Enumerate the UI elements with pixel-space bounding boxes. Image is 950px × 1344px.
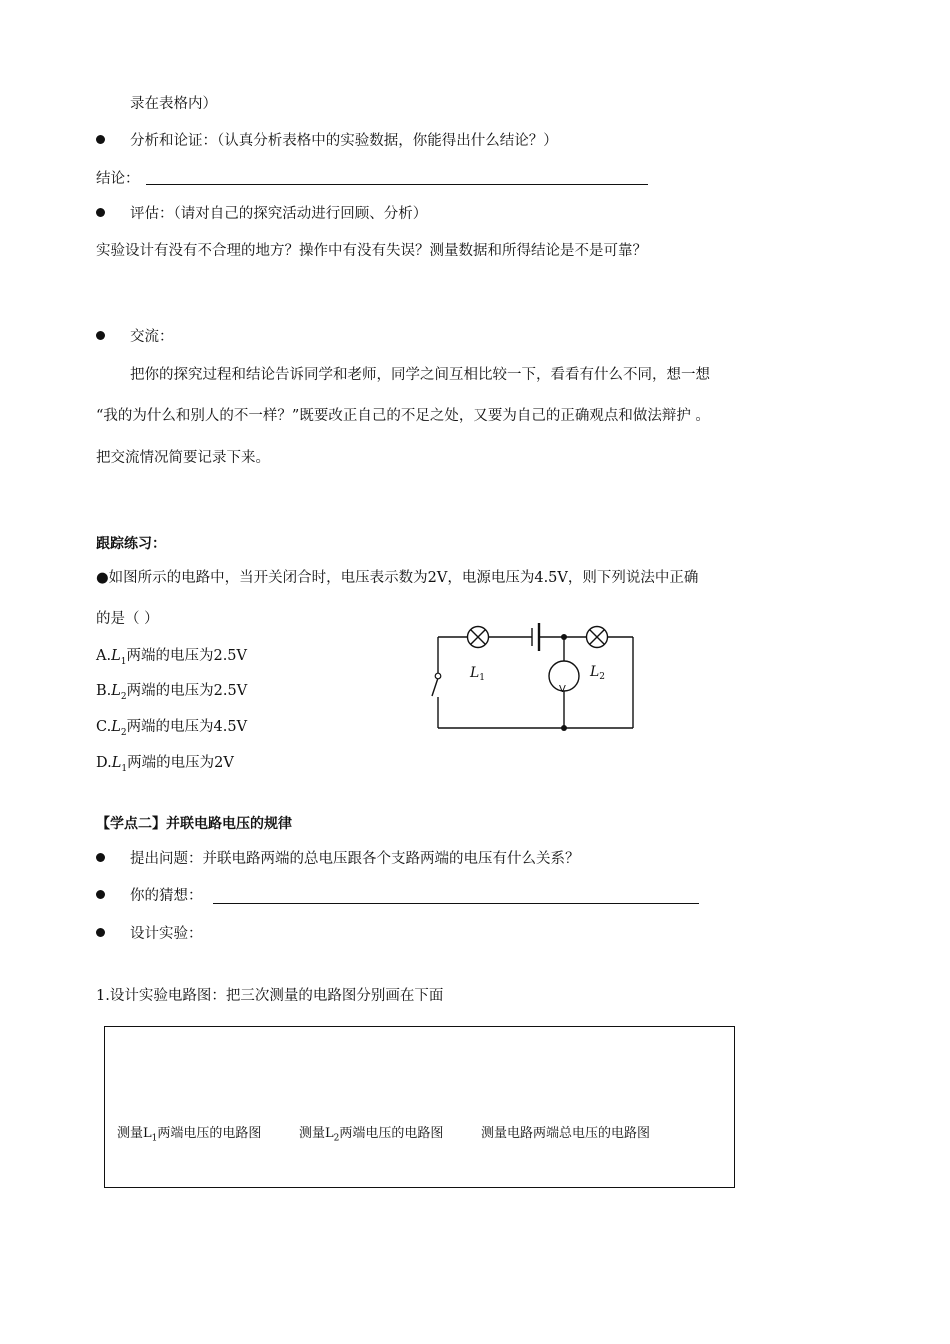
guess-label: 你的猜想： (130, 888, 203, 904)
option-lamp: L (111, 683, 121, 699)
caption-text: 测量电路两端总电压的电路图 (481, 1126, 651, 1141)
option-b[interactable] (96, 681, 247, 707)
caption-text: 测量L (117, 1126, 152, 1141)
exchange-item (96, 327, 174, 347)
exchange-paragraph-3: 把交流情况简要记录下来。 (96, 450, 270, 466)
question-text: 提出问题：并联电路两端的总电压跟各个支路两端的电压有什么关系？ (130, 851, 580, 867)
record-line-end: 录在表格内） (130, 96, 217, 112)
caption-sub: 2 (333, 1133, 340, 1144)
option-letter: C. (96, 719, 112, 735)
option-lamp-sub: 1 (121, 763, 128, 774)
conclusion-answer-line[interactable] (146, 184, 648, 185)
option-lamp: L (111, 755, 122, 771)
bullet-icon (96, 928, 105, 937)
bullet-icon (96, 890, 105, 899)
section2-heading: 【学点二】并联电路电压的规律 (96, 816, 292, 832)
caption-text: 测量L (299, 1126, 334, 1141)
option-text: 两端的电压为4.5V (126, 719, 248, 735)
design-item (96, 924, 203, 944)
question-line-1: ●如图所示的电路中，当开关闭合时，电压表示数为2V，电源电压为4.5V，则下列说法中正确 (96, 570, 699, 586)
bullet-icon (96, 135, 105, 144)
option-c[interactable] (96, 717, 247, 743)
evaluation-question: 实验设计有没有不合理的地方？操作中有没有失误？测量数据和所得结论是不是可靠？ (96, 243, 647, 259)
option-letter: A. (96, 648, 112, 664)
circuit-diagram (420, 620, 650, 740)
evaluation-text: 评估：（请对自己的探究活动进行回顾、分析） (130, 206, 428, 222)
option-lamp: L (111, 648, 121, 664)
option-lamp-sub: 1 (120, 656, 127, 667)
box-caption-l2 (299, 1125, 443, 1148)
bullet-icon (96, 853, 105, 862)
lamp-l1-label: $L_1$ (470, 665, 486, 683)
box-caption-l1 (117, 1125, 261, 1148)
option-d[interactable] (96, 753, 234, 779)
option-lamp-sub: 2 (120, 727, 127, 738)
option-a[interactable] (96, 646, 247, 672)
junction-top (561, 634, 567, 640)
question-line-2: 的是（ ） (96, 611, 159, 627)
exchange-paragraph-1: 把你的探究过程和结论告诉同学和老师，同学之间互相比较一下，看看有什么不同，想一想 (130, 367, 710, 383)
conclusion-label: 结论： (96, 171, 140, 187)
option-text: 两端的电压为2.5V (126, 648, 247, 664)
option-lamp-sub: 2 (120, 691, 127, 702)
voltmeter-label: V (559, 684, 566, 695)
option-text: 两端的电压为2V (127, 755, 234, 771)
option-letter: D. (96, 755, 112, 771)
design-text: 设计实验： (130, 926, 203, 942)
caption-text: 两端电压的电路图 (157, 1126, 262, 1141)
design-step-1: 1.设计实验电路图：把三次测量的电路图分别画在下面 (96, 988, 444, 1004)
question-item (96, 849, 580, 869)
option-text: 两端的电压为2.5V (126, 683, 248, 699)
exchange-paragraph-2: “我的为什么和别人的不一样？”既要改正自己的不足之处，又要为自己的正确观点和做法辩护 。 (96, 408, 710, 424)
practice-heading: 跟踪练习： (96, 536, 166, 552)
bullet-icon (96, 331, 105, 340)
box-caption-total (481, 1125, 650, 1143)
switch-icon (432, 678, 438, 696)
caption-text: 两端电压的电路图 (339, 1126, 444, 1141)
analysis-item (96, 131, 558, 151)
option-lamp: L (111, 719, 121, 735)
evaluation-item (96, 204, 427, 224)
analysis-text: 分析和论证：（认真分析表格中的实验数据，你能得出什么结论？） (130, 133, 558, 149)
caption-sub: 1 (151, 1133, 158, 1144)
exchange-text: 交流： (130, 329, 174, 345)
circuit-drawing-box[interactable] (104, 1026, 735, 1188)
guess-item (96, 886, 203, 906)
guess-answer-line[interactable] (213, 903, 699, 904)
bullet-icon (96, 208, 105, 217)
option-letter: B. (96, 683, 112, 699)
junction-bottom (561, 725, 567, 731)
lamp-l2-label: $L_2$ (590, 664, 606, 682)
